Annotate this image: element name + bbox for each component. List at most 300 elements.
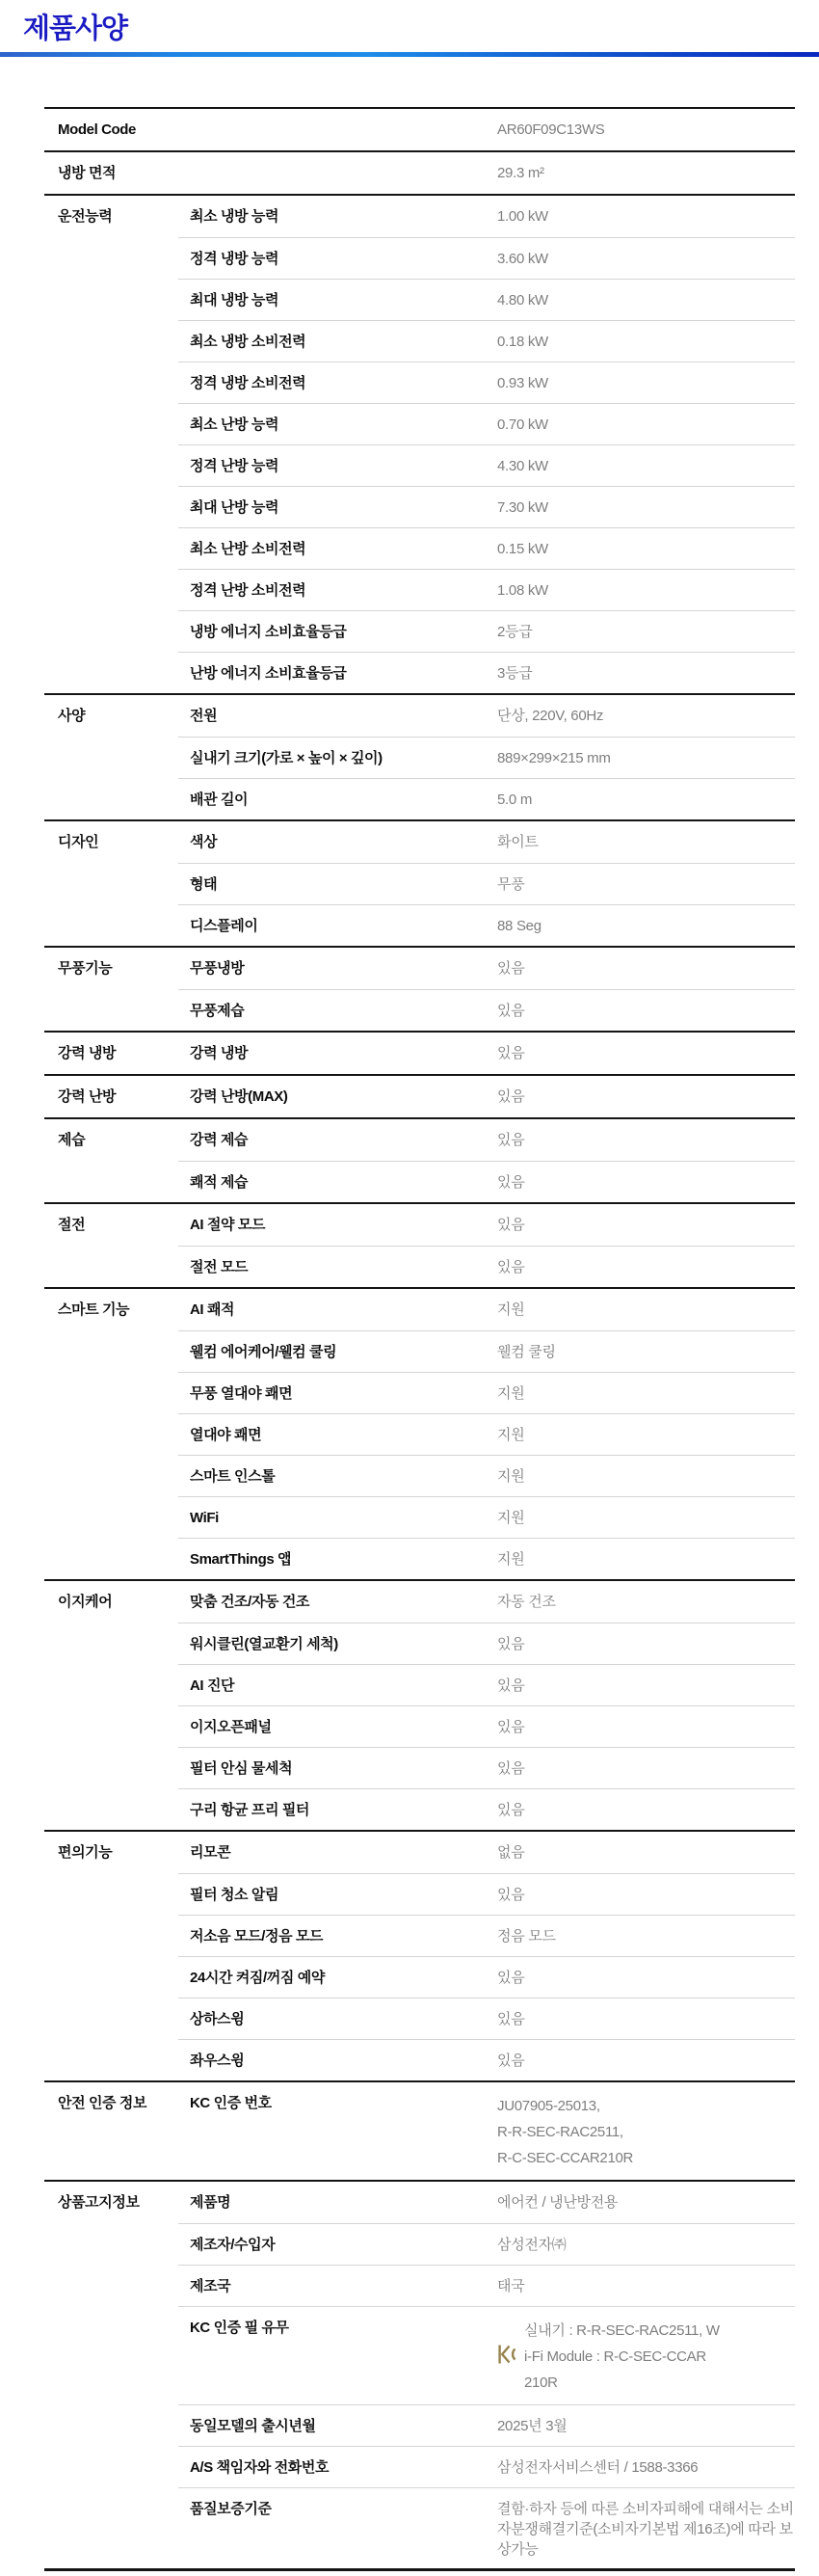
spec-row [44,1581,795,1623]
spec-label-cell: KC 인증 필 유무 [190,2320,289,2336]
spec-group [44,1117,795,1202]
spec-row [44,1330,795,1372]
spec-label-cell: 리모콘 [190,1844,231,1861]
category-cell [44,1330,178,1372]
spec-row [44,279,795,320]
spec-row [44,1998,795,2039]
spec-row [44,569,795,610]
category-cell [44,1873,178,1915]
row-body [178,569,795,610]
spec-value-cell: 정음 모드 [497,1928,556,1945]
row-body [178,1788,795,1830]
category-cell: 강력 난방 [58,1088,117,1105]
row-body [178,695,795,737]
spec-group [44,1579,795,1830]
row-body [178,1747,795,1788]
spec-row [44,1747,795,1788]
row-body [178,989,795,1031]
row-body [178,1119,795,1161]
spec-label-cell: A/S 책임자와 전화번호 [190,2459,330,2476]
row-body [178,948,795,989]
category-cell [44,1664,178,1705]
category-cell [44,527,178,569]
spec-row [44,989,795,1031]
category-cell: 편의기능 [58,1844,113,1861]
spec-value-line: 실내기 : R-R-SEC-RAC2511, W [524,2322,720,2339]
spec-row [44,2487,795,2568]
spec-row [44,2404,795,2446]
row-body [178,486,795,527]
spec-value-line: JU07905-25013, [497,2098,600,2114]
spec-label-cell: 필터 안심 물세척 [190,1760,293,1777]
spec-value-cell: 889×299×215 mm [497,750,611,766]
spec-row [44,196,795,237]
spec-value-cell: 1.08 kW [497,582,548,599]
spec-row [44,2306,795,2404]
spec-value-cell: 태국 [497,2278,525,2294]
row-body [178,403,795,444]
spec-value-cell: 삼성전자㈜ [497,2237,567,2253]
spec-value-line: i-Fi Module : R-C-SEC-CCAR [524,2348,706,2365]
kc-mark-icon [497,2344,516,2365]
spec-value-cell: 결함·하자 등에 따른 소비자피해에 대해서는 소비자분쟁해결기준(소비자기본법 제16조)에 따라 보상가능 [497,2501,794,2558]
category-cell [44,320,178,362]
spec-row [44,320,795,362]
spec-label-cell: 형태 [190,876,218,893]
category-cell: 무풍기능 [58,960,113,977]
row-body [178,1413,795,1455]
spec-value-cell: 있음 [497,1132,525,1148]
row-body [178,527,795,569]
spec-row [44,863,795,904]
spec-row [44,1246,795,1287]
spec-label-cell [178,109,497,150]
spec-value-line: R-R-SEC-RAC2511, [497,2124,623,2140]
spec-value-cell: 화이트 [497,834,539,850]
spec-label-cell: 정격 난방 능력 [190,458,279,474]
spec-value-cell: 지원 [497,1385,525,1402]
spec-row [44,610,795,652]
spec-group [44,1031,795,1074]
category-cell [44,652,178,693]
spec-label-cell: 정격 냉방 능력 [190,251,279,267]
spec-value-cell: 3등급 [497,665,533,682]
spec-value-cell: 있음 [497,1045,525,1061]
spec-value-cell: 지원 [497,1551,525,1568]
spec-label-cell: AI 진단 [190,1677,235,1694]
spec-row [44,821,795,863]
spec-row [44,904,795,946]
row-body [178,1496,795,1538]
spec-label-cell: 강력 냉방 [190,1045,249,1061]
spec-label-cell: 쾌적 제습 [190,1174,249,1191]
spec-label-cell: 절전 모드 [190,1259,249,1275]
row-body [178,652,795,693]
spec-label-cell: 정격 난방 소비전력 [190,582,306,599]
row-body [178,863,795,904]
spec-value-cell: 있음 [497,1887,525,1903]
category-cell [44,569,178,610]
category-cell: 냉방 면적 [58,165,117,181]
spec-value-cell: 5.0 m [497,792,533,808]
spec-row [44,152,795,194]
category-cell [44,989,178,1031]
row-body [178,2404,795,2446]
category-cell [44,1788,178,1830]
category-cell [44,778,178,819]
spec-label-cell: 24시간 켜짐/꺼짐 예약 [190,1970,325,1986]
spec-value-cell: 있음 [497,1970,525,1986]
category-cell [44,444,178,486]
spec-label-cell: 저소음 모드/정음 모드 [190,1928,324,1945]
row-body [178,1915,795,1956]
spec-group [44,1830,795,2080]
spec-label-cell: 품질보증기준 [190,2501,272,2517]
row-body [178,778,795,819]
spec-row [44,652,795,693]
spec-value-cell: 1.00 kW [497,208,548,225]
spec-label-cell: 최소 냉방 소비전력 [190,334,306,350]
spec-value-cell: 있음 [497,1636,525,1652]
spec-label-cell: AI 쾌적 [190,1301,235,1318]
spec-label-cell: AI 절약 모드 [190,1217,266,1233]
spec-value-cell: 단상, 220V, 60Hz [497,708,604,724]
category-cell: 이지케어 [58,1594,113,1610]
category-cell: 사양 [58,708,86,724]
row-body [178,196,795,237]
spec-label-cell: 제조국 [190,2278,231,2294]
spec-row [44,1119,795,1161]
spec-label-cell: 강력 난방(MAX) [190,1088,288,1105]
category-cell [44,1372,178,1413]
row-body [178,2487,795,2568]
spec-value-cell: 2025년 3월 [497,2418,568,2434]
row-body [178,1664,795,1705]
spec-value-cell: 0.18 kW [497,334,548,350]
category-cell [44,403,178,444]
row-body [178,1705,795,1747]
row-body [178,1033,795,1074]
row-body [178,1372,795,1413]
spec-label-cell: 제품명 [190,2194,231,2211]
category-cell: 제습 [58,1132,86,1148]
spec-value-line: R-C-SEC-CCAR210R [497,2150,634,2166]
spec-row [44,2182,795,2223]
category-cell: Model Code [58,121,136,138]
category-cell [44,1413,178,1455]
row-body [178,904,795,946]
spec-label-cell: 스마트 인스톨 [190,1468,276,1485]
spec-row [44,486,795,527]
spec-label-cell: 동일모델의 출시년월 [190,2418,316,2434]
spec-row [44,737,795,778]
spec-label-cell: 실내기 크기(가로 × 높이 × 깊이) [190,750,383,766]
spec-value-cell: AR60F09C13WS [497,121,605,138]
spec-group [44,693,795,819]
spec-label-cell: 워시클린(열교환기 세척) [190,1636,338,1652]
spec-row [44,1623,795,1664]
category-cell: 강력 냉방 [58,1045,117,1061]
spec-value-cell: 7.30 kW [497,499,548,516]
spec-group [44,946,795,1031]
row-body [178,362,795,403]
category-cell [44,737,178,778]
spec-value-cell: 있음 [497,1003,525,1019]
spec-value-cell [497,2307,795,2404]
spec-label-cell: 상하스윙 [190,2011,245,2027]
spec-label-cell: 최소 난방 능력 [190,416,279,433]
spec-value-cell: 있음 [497,1719,525,1735]
spec-value-cell: 무풍 [497,876,525,893]
row-body [178,610,795,652]
row-body [178,2223,795,2265]
spec-value-cell: 3.60 kW [497,251,548,267]
row-body [178,2039,795,2080]
spec-label-cell: 좌우스윙 [190,2053,245,2069]
category-cell [44,362,178,403]
spec-label-cell: 색상 [190,834,218,850]
category-cell [44,1623,178,1664]
spec-label-cell: 최소 냉방 능력 [190,208,279,225]
spec-row [44,109,795,150]
spec-row [44,1496,795,1538]
spec-group [44,2180,795,2568]
category-cell [44,1246,178,1287]
category-cell: 운전능력 [58,208,113,225]
row-body [178,152,795,194]
spec-label-cell: 제조자/수입자 [190,2237,276,2253]
row-body [178,737,795,778]
spec-label-cell: 강력 제습 [190,1132,249,1148]
row-body [178,2082,795,2180]
category-cell [44,2223,178,2265]
spec-group [44,1074,795,1117]
row-body [178,1204,795,1246]
spec-label-cell: 전원 [190,708,218,724]
category-cell [44,237,178,279]
spec-group [44,150,795,194]
spec-row [44,2446,795,2487]
category-cell [44,1747,178,1788]
row-body [178,2265,795,2306]
spec-row [44,778,795,819]
category-cell [44,1496,178,1538]
spec-label-cell: KC 인증 번호 [190,2095,272,2111]
row-body [178,1623,795,1664]
spec-label-cell [178,152,497,194]
spec-label-cell: 필터 청소 알림 [190,1887,279,1903]
row-body [178,1076,795,1117]
spec-value-cell: 29.3 m² [497,165,544,181]
page-title: 제품사양 [23,13,128,44]
spec-row [44,2223,795,2265]
spec-row [44,2265,795,2306]
category-cell [44,1956,178,1998]
spec-label-cell: 냉방 에너지 소비효율등급 [190,624,347,640]
spec-value-cell: 있음 [497,1760,525,1777]
spec-label-cell: 최소 난방 소비전력 [190,541,306,557]
spec-group [44,819,795,946]
spec-label-cell: 무풍제습 [190,1003,245,1019]
category-cell [44,1161,178,1202]
row-body [178,1161,795,1202]
category-cell [44,1915,178,1956]
spec-value-cell: 0.15 kW [497,541,548,557]
spec-group [44,107,795,150]
category-cell: 절전 [58,1217,86,1233]
row-body [178,1330,795,1372]
category-cell: 안전 인증 정보 [58,2095,147,2111]
spec-group [44,2080,795,2180]
category-cell [44,2265,178,2306]
spec-value-cell: 있음 [497,1802,525,1818]
spec-value-cell: 웰컴 쿨링 [497,1344,556,1360]
category-cell [44,2039,178,2080]
row-body [178,1538,795,1579]
spec-label-cell: 정격 냉방 소비전력 [190,375,306,391]
spec-value-cell: 0.93 kW [497,375,548,391]
spec-label-cell: WiFi [190,1510,219,1526]
spec-row [44,1705,795,1747]
spec-row [44,1873,795,1915]
category-cell [44,279,178,320]
spec-value-cell: 지원 [497,1468,525,1485]
spec-row [44,1788,795,1830]
category-cell [44,2404,178,2446]
category-cell [44,2306,178,2404]
spec-value-cell: 있음 [497,2053,525,2069]
spec-row [44,1076,795,1117]
row-body [178,1581,795,1623]
spec-row [44,237,795,279]
spec-label-cell: 웰컴 에어케어/웰컴 쿨링 [190,1344,337,1360]
spec-value-cell: 지원 [497,1427,525,1443]
page-header [0,0,819,57]
spec-label-cell: 이지오픈패널 [190,1719,272,1735]
spec-group [44,1287,795,1579]
spec-label-cell: 구리 항균 프리 필터 [190,1802,310,1818]
spec-group [44,194,795,693]
row-body [178,1289,795,1330]
spec-value-cell: 없음 [497,1844,525,1861]
category-cell [44,1998,178,2039]
spec-row [44,1033,795,1074]
spec-label-cell: 맞춤 건조/자동 건조 [190,1594,310,1610]
spec-row [44,1372,795,1413]
category-cell [44,2487,178,2568]
row-body [178,444,795,486]
spec-value-cell: 삼성전자서비스센터 / 1588-3366 [497,2459,699,2476]
spec-label-cell: 최대 냉방 능력 [190,292,279,309]
spec-value-cell: 있음 [497,1259,525,1275]
spec-value-cell: 있음 [497,1677,525,1694]
spec-label-cell: 최대 난방 능력 [190,499,279,516]
spec-group [44,1202,795,1287]
spec-row [44,695,795,737]
category-cell: 스마트 기능 [58,1301,130,1318]
spec-row [44,1915,795,1956]
spec-row [44,1204,795,1246]
spec-value-cell: 지원 [497,1510,525,1526]
spec-value-cell: 4.80 kW [497,292,548,309]
spec-value-cell: 0.70 kW [497,416,548,433]
spec-value-cell: 있음 [497,2011,525,2027]
spec-row [44,1413,795,1455]
row-body [178,279,795,320]
category-cell [44,863,178,904]
row-body [178,1873,795,1915]
spec-value-cell: 4.30 kW [497,458,548,474]
spec-value-cell: 있음 [497,1088,525,1105]
row-body [178,2446,795,2487]
spec-label-cell: SmartThings 앱 [190,1551,292,1568]
category-cell [44,1538,178,1579]
category-cell [44,486,178,527]
row-body [178,1246,795,1287]
spec-row [44,1832,795,1873]
category-cell: 디자인 [58,834,99,850]
category-cell [44,1455,178,1496]
spec-row [44,948,795,989]
spec-value-cell: 있음 [497,1174,525,1191]
spec-label-cell: 무풍냉방 [190,960,245,977]
spec-row [44,527,795,569]
row-body [178,109,795,150]
spec-value-cell: 지원 [497,1301,525,1318]
row-body [178,1455,795,1496]
spec-value-cell [497,2082,795,2180]
spec-label-cell: 디스플레이 [190,918,258,934]
spec-value-cell: 88 Seg [497,918,542,934]
spec-row [44,1289,795,1330]
spec-value-cell: 에어컨 / 냉난방전용 [497,2194,619,2211]
spec-row [44,1455,795,1496]
spec-row [44,1161,795,1202]
spec-label-cell: 무풍 열대야 쾌면 [190,1385,293,1402]
spec-value-cell: 자동 건조 [497,1594,556,1610]
title-underline-bar [0,52,819,57]
spec-row [44,2039,795,2080]
spec-label-cell: 배관 길이 [190,792,249,808]
spec-row [44,1538,795,1579]
row-body [178,821,795,863]
category-cell [44,610,178,652]
row-body [178,320,795,362]
spec-value-cell: 2등급 [497,624,533,640]
row-body [178,2306,795,2404]
category-cell [44,2446,178,2487]
spec-row [44,2082,795,2180]
row-body [178,2182,795,2223]
category-cell [44,904,178,946]
row-body [178,1998,795,2039]
spec-value-cell: 있음 [497,960,525,977]
spec-value-line: 210R [524,2375,558,2391]
row-body [178,1832,795,1873]
spec-table [44,107,795,2571]
spec-row [44,444,795,486]
spec-label-cell: 난방 에너지 소비효율등급 [190,665,347,682]
category-cell [44,1705,178,1747]
spec-row [44,1956,795,1998]
category-cell: 상품고지정보 [58,2194,140,2211]
spec-row [44,403,795,444]
spec-value-cell: 있음 [497,1217,525,1233]
row-body [178,1956,795,1998]
spec-label-cell: 열대야 쾌면 [190,1427,262,1443]
spec-row [44,1664,795,1705]
row-body [178,237,795,279]
